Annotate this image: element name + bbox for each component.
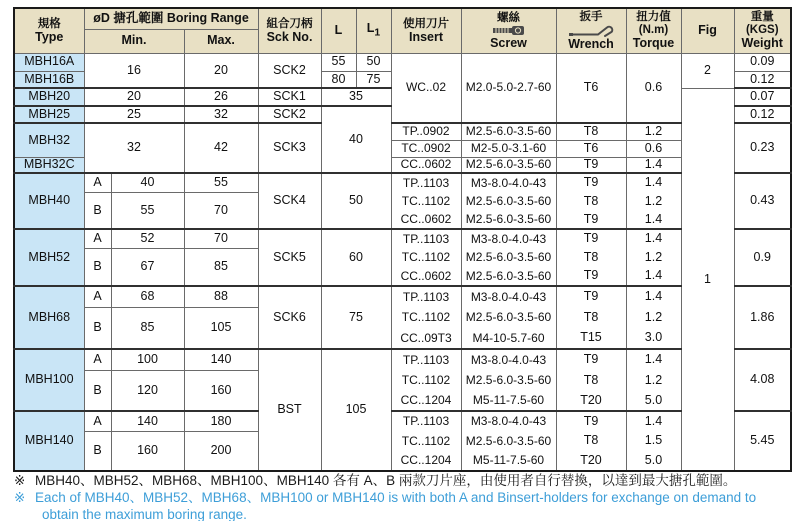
cell-screw: M3-8.0-4.0-43 [461, 229, 556, 248]
cell-max: 180 [184, 411, 258, 431]
cell-screw: M2.5-6.0-3.5-60 [461, 431, 556, 451]
cell-wrench: T20 [556, 451, 626, 471]
cell-max: 88 [184, 286, 258, 307]
cell-wrench: T8 [556, 307, 626, 328]
cell-wrench: T8 [556, 248, 626, 267]
cell-weight: 5.45 [734, 411, 791, 471]
cell-screw: M2.0-5.0-2.7-60 [461, 53, 556, 123]
cell-sck: SCK2 [258, 106, 321, 123]
cell-insert: TP..1103 [391, 286, 461, 307]
cell-torque: 1.2 [626, 248, 681, 267]
cell-weight: 0.43 [734, 173, 791, 229]
cell-wrench: T9 [556, 286, 626, 307]
insert-header-zh: 使用刀片 [403, 17, 449, 30]
cell-screw: M5-11-7.5-60 [461, 451, 556, 471]
type-header-en: Type [35, 29, 64, 44]
l1-base: L [366, 21, 375, 36]
cell-max: 160 [184, 370, 258, 411]
cell-sck: BST [258, 349, 321, 471]
row-header-mbh25: MBH25 [14, 106, 84, 123]
cell-weight: 4.08 [734, 349, 791, 411]
cell-l: 75 [321, 286, 391, 349]
footnote-zh-text: MBH40、MBH52、MBH68、MBH100、MBH140 各有 A、B 兩款刀片座，由使用者自行替換，以達到最大搪孔範圍。 [35, 473, 737, 488]
cell-max: 140 [184, 349, 258, 370]
header-row-1 [14, 8, 791, 29]
cell-insert: TP..1103 [391, 229, 461, 248]
torque-header-zh: 扭力值 [636, 11, 671, 24]
cell-wrench: T8 [556, 192, 626, 211]
col-header-boring-range: øD 搪孔範圍 Boring Range [84, 8, 258, 29]
cell-weight: 0.09 [734, 53, 791, 71]
cell-insert: TP..0902 [391, 123, 461, 140]
cell-sck: SCK3 [258, 123, 321, 173]
reference-mark: ※ [14, 490, 26, 505]
cell-screw: M2.5-6.0-3.5-60 [461, 267, 556, 286]
cell-insert: CC..1204 [391, 391, 461, 411]
cell-weight: 0.07 [734, 88, 791, 106]
cell-insert: TC..1102 [391, 248, 461, 267]
wrench-header-en: Wrench [568, 36, 614, 51]
col-header-fig: Fig [681, 8, 734, 53]
row-header-mbh68: MBH68 [14, 286, 84, 349]
cell-fig: 2 [681, 53, 734, 88]
col-header-l1 [356, 8, 391, 53]
cell-insert: TC..1102 [391, 431, 461, 451]
cell-torque: 5.0 [626, 391, 681, 411]
cell-torque: 1.4 [626, 211, 681, 229]
cell-min: 20 [84, 88, 184, 106]
cell-holder-b: B [84, 370, 111, 411]
col-header-screw [461, 8, 556, 53]
cell-wrench: T9 [556, 267, 626, 286]
table-row [14, 248, 791, 267]
cell-max: 70 [184, 192, 258, 229]
cell-screw: M2.5-6.0-3.5-60 [461, 157, 556, 173]
cell-holder-a: A [84, 349, 111, 370]
cell-screw: M2-5.0-3.1-60 [461, 140, 556, 157]
cell-holder-b: B [84, 248, 111, 286]
cell-screw: M2.5-6.0-3.5-60 [461, 307, 556, 328]
table-row [14, 307, 791, 328]
cell-insert: WC..02 [391, 53, 461, 123]
row-header-mbh100: MBH100 [14, 349, 84, 411]
screw-header-zh: 螺絲 [497, 11, 520, 24]
screw-header-en: Screw [490, 35, 527, 50]
cell-wrench: T6 [556, 140, 626, 157]
cell-l1: 75 [356, 71, 391, 88]
table-row [14, 349, 791, 370]
cell-holder-a: A [84, 173, 111, 192]
table-row [14, 173, 791, 192]
cell-max: 42 [184, 123, 258, 173]
cell-wrench: T15 [556, 328, 626, 349]
cell-insert: TP..1103 [391, 411, 461, 431]
cell-min: 100 [111, 349, 184, 370]
cell-screw: M3-8.0-4.0-43 [461, 286, 556, 307]
table-row [14, 53, 791, 71]
cell-l: 40 [321, 106, 391, 173]
cell-sck: SCK4 [258, 173, 321, 229]
cell-insert: CC..0602 [391, 157, 461, 173]
cell-screw: M2.5-6.0-3.5-60 [461, 192, 556, 211]
row-header-mbh32c: MBH32C [14, 157, 84, 173]
col-header-weight [734, 8, 791, 53]
cell-screw: M2.5-6.0-3.5-60 [461, 123, 556, 140]
cell-torque: 1.4 [626, 173, 681, 192]
table-row [14, 123, 791, 140]
cell-torque: 1.4 [626, 286, 681, 307]
cell-insert: TP..1103 [391, 173, 461, 192]
cell-torque: 1.2 [626, 307, 681, 328]
cell-torque: 1.4 [626, 229, 681, 248]
cell-torque: 0.6 [626, 53, 681, 123]
cell-torque: 1.4 [626, 157, 681, 173]
cell-weight: 1.86 [734, 286, 791, 349]
footnote-en-text1: Each of MBH40、MBH52、MBH68、MBH100 or MBH140 is with both A and Binsert-holders for exchange on demand to [35, 490, 757, 505]
cell-wrench: T9 [556, 211, 626, 229]
footnote-zh [14, 473, 792, 489]
table-row [14, 229, 791, 248]
cell-wrench: T8 [556, 431, 626, 451]
cell-min: 16 [84, 53, 184, 88]
cell-insert: CC..1204 [391, 451, 461, 471]
row-header-mbh52: MBH52 [14, 229, 84, 286]
cell-min: 40 [111, 173, 184, 192]
cell-screw: M3-8.0-4.0-43 [461, 173, 556, 192]
cell-max: 200 [184, 431, 258, 471]
cell-l: 105 [321, 349, 391, 471]
cell-min: 68 [111, 286, 184, 307]
cell-torque: 1.2 [626, 123, 681, 140]
cell-wrench: T9 [556, 173, 626, 192]
row-header-mbh16a: MBH16A [14, 53, 84, 71]
cell-weight: 0.12 [734, 71, 791, 88]
cell-insert: TP..1103 [391, 349, 461, 370]
cell-insert: TC..1102 [391, 192, 461, 211]
row-header-mbh20: MBH20 [14, 88, 84, 106]
cell-holder-a: A [84, 286, 111, 307]
cell-torque: 1.2 [626, 192, 681, 211]
cell-wrench: T9 [556, 411, 626, 431]
col-header-sck-no [258, 8, 321, 53]
cell-torque: 1.2 [626, 370, 681, 391]
col-header-max: Max. [184, 29, 258, 53]
cell-insert: CC..0602 [391, 211, 461, 229]
cell-wrench: T9 [556, 349, 626, 370]
col-header-min: Min. [84, 29, 184, 53]
row-header-mbh140: MBH140 [14, 411, 84, 471]
cell-min: 55 [111, 192, 184, 229]
cell-screw: M2.5-6.0-3.5-60 [461, 248, 556, 267]
cell-insert: CC..0602 [391, 267, 461, 286]
cell-insert: TC..1102 [391, 370, 461, 391]
cell-torque: 3.0 [626, 328, 681, 349]
cell-max: 55 [184, 173, 258, 192]
torx-key-icon [568, 24, 614, 37]
cell-holder-b: B [84, 192, 111, 229]
cell-wrench: T20 [556, 391, 626, 411]
cell-screw: M5-11-7.5-60 [461, 391, 556, 411]
table-row [14, 192, 791, 211]
cell-min: 120 [111, 370, 184, 411]
cell-wrench: T8 [556, 370, 626, 391]
l1-subscript: 1 [374, 27, 381, 39]
cell-sck: SCK5 [258, 229, 321, 286]
cell-torque: 5.0 [626, 451, 681, 471]
row-header-mbh16b: MBH16B [14, 71, 84, 88]
table-row [14, 411, 791, 431]
cell-min: 67 [111, 248, 184, 286]
footnote-en-text2: obtain the maximum boring range. [42, 507, 247, 521]
col-header-l: L [321, 8, 356, 53]
cell-wrench: T8 [556, 123, 626, 140]
cell-torque: 1.5 [626, 431, 681, 451]
cell-torque: 1.4 [626, 267, 681, 286]
table-row [14, 370, 791, 391]
cell-sck: SCK2 [258, 53, 321, 88]
col-header-insert [391, 8, 461, 53]
reference-mark: ※ [14, 473, 26, 488]
cell-holder-a: A [84, 411, 111, 431]
weight-header-zh: 重量 [750, 11, 774, 24]
cell-torque: 1.4 [626, 349, 681, 370]
sck-header-en: Sck No. [266, 29, 313, 44]
torque-header-en: Torque [632, 36, 675, 51]
col-header-wrench [556, 8, 626, 53]
boring-head-spec-table [13, 7, 792, 472]
footnote-en-line1 [14, 490, 792, 506]
cell-insert: CC..09T3 [391, 328, 461, 349]
torque-header-unit: (N.m) [638, 24, 669, 37]
table-row [14, 286, 791, 307]
cell-holder-b: B [84, 307, 111, 349]
cell-max: 70 [184, 229, 258, 248]
cell-fig: 1 [681, 88, 734, 471]
cell-screw: M4-10-5.7-60 [461, 328, 556, 349]
cell-wrench: T9 [556, 229, 626, 248]
cell-l: 60 [321, 229, 391, 286]
cell-min: 52 [111, 229, 184, 248]
footnote-en-line2 [14, 507, 792, 521]
screw-icon [492, 25, 526, 36]
row-header-mbh40: MBH40 [14, 173, 84, 229]
cell-l: 50 [321, 173, 391, 229]
cell-holder-b: B [84, 431, 111, 471]
cell-insert: TC..0902 [391, 140, 461, 157]
cell-l: 80 [321, 71, 356, 88]
cell-wrench: T9 [556, 157, 626, 173]
cell-l: 55 [321, 53, 356, 71]
footnotes [14, 473, 792, 521]
cell-torque: 1.4 [626, 411, 681, 431]
cell-max: 32 [184, 106, 258, 123]
insert-header-en: Insert [408, 29, 444, 44]
cell-sck: SCK6 [258, 286, 321, 349]
sck-header-zh: 組合刀柄 [266, 17, 313, 30]
cell-min: 32 [84, 123, 184, 173]
cell-max: 105 [184, 307, 258, 349]
cell-l: 35 [321, 88, 391, 106]
table-row [14, 431, 791, 451]
cell-screw: M2.5-6.0-3.5-60 [461, 370, 556, 391]
cell-min: 25 [84, 106, 184, 123]
cell-max: 85 [184, 248, 258, 286]
cell-screw: M3-8.0-4.0-43 [461, 349, 556, 370]
cell-wrench: T6 [556, 53, 626, 123]
cell-max: 26 [184, 88, 258, 106]
weight-header-unit: (KGS) [745, 24, 779, 37]
col-header-torque [626, 8, 681, 53]
cell-min: 140 [111, 411, 184, 431]
cell-min: 160 [111, 431, 184, 471]
cell-weight: 0.9 [734, 229, 791, 286]
cell-holder-a: A [84, 229, 111, 248]
row-header-mbh32: MBH32 [14, 123, 84, 157]
cell-l1: 50 [356, 53, 391, 71]
cell-screw: M2.5-6.0-3.5-60 [461, 211, 556, 229]
cell-weight: 0.12 [734, 106, 791, 123]
cell-min: 85 [111, 307, 184, 349]
cell-max: 20 [184, 53, 258, 88]
weight-header-en: Weight [741, 36, 783, 51]
cell-screw: M3-8.0-4.0-43 [461, 411, 556, 431]
cell-torque: 0.6 [626, 140, 681, 157]
type-header-zh: 規格 [37, 17, 61, 30]
wrench-header-zh: 扳手 [579, 10, 603, 23]
col-header-type [14, 8, 84, 53]
cell-insert: TC..1102 [391, 307, 461, 328]
cell-sck: SCK1 [258, 88, 321, 106]
cell-weight: 0.23 [734, 123, 791, 173]
